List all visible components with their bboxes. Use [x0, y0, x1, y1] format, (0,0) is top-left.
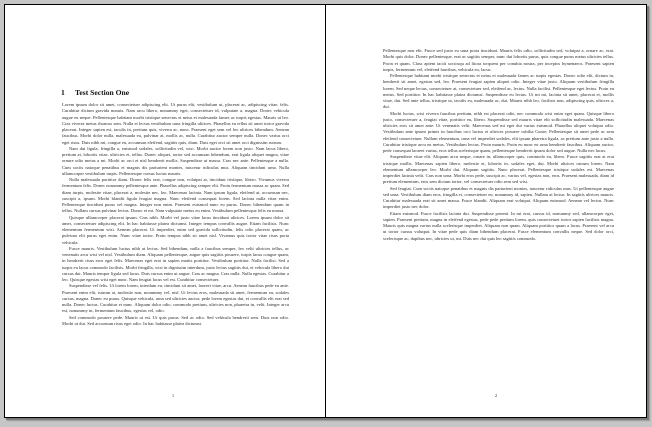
- page-1: [4, 4, 326, 418]
- section-heading: [61, 88, 129, 97]
- section-title: Test Section One: [75, 88, 130, 97]
- page-number: 1: [171, 393, 175, 398]
- paragraph: Etiam euismod. Fusce facilisis lacinia dui. Suspendisse potenti. In mi erat, cursus id, nonummy sed, ullamcorper eget, sapien. Praesent pretium, magna in eleifend egestas, pede pede pretium lorem, quis consectetuer tortor sapien facilisis magna. Mauris quis magna varius nulla scelerisque imperdiet. Aliquam non quam. Aliquam porttitor quam a lacus. Praesent vel arcu ut tortor cursus volutpat. In vitae pede quis diam bibendum placerat. Fusce elementum convallis neque. Sed dolor orci, scelerisque ac, dapibus nec, ultricies ut, mi. Duis nec dui quis leo sagittis commodo.: [383, 210, 614, 241]
- paragraph: Suspendisse vitae elit. Aliquam arcu neque, ornare in, ullamcorper quis, commodo eu, libero. Fusce sagittis erat at erat tristique mollis. Maecenas sapien libero, molestie et, lobortis in, sodales eget, dui. Morbi ultrices rutrum lorem. Nam elementum ullamcorper leo. Morbi dui. Aliquam sagittis. Nunc placerat. Pellentesque tristique sodales est. Maecenas imperdiet lacinia velit. Cras non urna. Morbi eros pede, suscipit ac, varius vel, egestas non, eros. Praesent malesuada, diam id pretium elementum, eros sem dictum tortor, vel consectetuer odio sem sed wisi.: [383, 154, 614, 185]
- paragraph: Pellentesque habitant morbi tristique senectus et netus et malesuada fames ac turpis egestas. Donec odio elit, dictum in, hendrerit sit amet, egestas sed, leo. Praesent feugiat sapien aliquet odio. Integer vitae justo. Aliquam vestibulum fringilla lorem. Sed neque lectus, consectetuer at, consectetuer sed, eleifend ac, lectus. Nulla facilisi. Pellentesque eget lectus. Proin eu metus. Sed porttitor. In hac habitasse platea dictumst. Suspendisse eu lectus. Ut mi mi, lacinia sit amet, placerat et, mollis vitae, dui. Sed ante tellus, tristique ut, iaculis eu, malesuada ac, dui. Mauris nibh leo, facilisis non, adipiscing quis, ultrices a, dui.: [383, 73, 614, 110]
- paragraph: Nulla malesuada porttitor diam. Donec felis erat, congue non, volutpat at, tincidunt tristique, libero. Vivamus viverra fermentum felis. Donec nonummy pellentesque ante. Phasellus adipiscing semper elit. Proin fermentum massa ac quam. Sed diam turpis, molestie vitae, placerat a, molestie nec, leo. Maecenas lacinia. Nam ipsum ligula, eleifend at, accumsan nec, suscipit a, ipsum. Morbi blandit ligula feugiat magna. Nunc eleifend consequat lorem. Sed lacinia nulla vitae enim. Pellentesque tincidunt purus vel magna. Integer non enim. Praesent euismod nunc eu purus. Donec bibendum quam in tellus. Nullam cursus pulvinar lectus. Donec et mi. Nam vulputate metus eu enim. Vestibulum pellentesque felis eu massa.: [62, 177, 289, 214]
- page-number: 2: [494, 393, 498, 398]
- paragraph: Quisque ullamcorper placerat ipsum. Cras nibh. Morbi vel justo vitae lacus tincidunt ultrices. Lorem ipsum dolor sit amet, consectetuer adipiscing elit. In hac habitasse platea dictumst. Integer tempus convallis augue. Etiam facilisis. Nunc elementum fermentum wisi. Aenean placerat. Ut imperdiet, enim sed gravida sollicitudin, felis odio placerat quam, ac pulvinar elit purus eget enim. Nunc vitae tortor. Proin tempus nibh sit amet nisl. Vivamus quis tortor vitae risus porta vehicula.: [62, 214, 289, 245]
- page-1-body: [62, 102, 289, 384]
- paragraph: Morbi luctus, wisi viverra faucibus pretium, nibh est placerat odio, nec commodo wisi enim eget quam. Quisque libero justo, consectetuer a, feugiat vitae, porttitor eu, libero. Suspendisse sed mauris vitae elit sollicitudin malesuada. Maecenas ultricies eros sit amet ante. Ut venenatis velit. Maecenas sed mi eget dui varius euismod. Phasellus aliquet volutpat odio. Vestibulum ante ipsum primis in faucibus orci luctus et ultrices posuere cubilia Curae; Pellentesque sit amet pede ac sem eleifend consectetuer. Nullam elementum, urna vel imperdiet sodales, elit ipsum pharetra ligula, ac pretium ante justo a nulla. Curabitur tristique arcu eu metus. Vestibulum lectus. Proin mauris. Proin eu nunc eu urna hendrerit faucibus. Aliquam auctor, pede consequat laoreet varius, eros tellus scelerisque quam, pellentesque hendrerit ipsum dolor sed augue. Nulla nec lacus.: [383, 110, 614, 153]
- paragraph: Fusce mauris. Vestibulum luctus nibh at lectus. Sed bibendum, nulla a faucibus semper, leo velit ultricies tellus, ac venenatis arcu wisi vel nisl. Vestibulum diam. Aliquam pellentesque, augue quis sagittis posuere, turpis lacus congue quam, in hendrerit risus eros eget felis. Maecenas eget erat in sapien mattis porttitor. Vestibulum porttitor. Nulla facilisi. Sed a turpis eu lacus commodo facilisis. Morbi fringilla, wisi in dignissim interdum, justo lectus sagittis dui, et vehicula libero dui cursus dui. Mauris tempor ligula sed lacus. Duis cursus enim ut augue. Cras ac magna. Cras nulla. Nulla egestas. Curabitur a leo. Quisque egestas wisi eget nunc. Nam feugiat lacus vel est. Curabitur consectetuer.: [62, 245, 289, 282]
- section-number: 1: [61, 88, 65, 97]
- page-2: [325, 4, 647, 418]
- paragraph: Suspendisse vel felis. Ut lorem lorem, interdum eu, tincidunt sit amet, laoreet vitae, arcu. Aenean faucibus pede eu ante. Praesent enim elit, rutrum at, molestie non, nonummy vel, nisl. Ut lectus eros, malesuada sit amet, fermentum eu, sodales cursus, magna. Donec eu purus. Quisque vehicula, urna sed ultricies auctor, pede lorem egestas dui, et convallis elit erat sed nulla. Donec luctus. Curabitur et nunc. Aliquam dolor odio, commodo pretium, ultricies non, pharetra in, velit. Integer arcu est, nonummy in, fermentum faucibus, egestas vel, odio.: [62, 283, 289, 314]
- paragraph: Nam dui ligula, fringilla a, euismod sodales, sollicitudin vel, wisi. Morbi auctor lorem non justo. Nam lacus libero, pretium at, lobortis vitae, ultricies et, tellus. Donec aliquet, tortor sed accumsan bibendum, erat ligula aliquet magna, vitae ornare odio metus a mi. Morbi ac orci et nisl hendrerit mollis. Suspendisse ut massa. Cras nec ante. Pellentesque a nulla. Cum sociis natoque penatibus et magnis dis parturient montes, nascetur ridiculus mus. Aliquam tincidunt urna. Nulla ullamcorper vestibulum turpis. Pellentesque cursus luctus mauris.: [62, 145, 289, 176]
- paragraph: Sed commodo posuere pede. Mauris ut est. Ut quis purus. Sed ac odio. Sed vehicula hendrerit sem. Duis non odio. Morbi ut dui. Sed accumsan risus eget odio. In hac habitasse platea dictumst.: [62, 314, 289, 326]
- page-2-body: [383, 48, 614, 280]
- paragraph: Lorem ipsum dolor sit amet, consectetuer adipiscing elit. Ut purus elit, vestibulum ut, placerat ac, adipiscing vitae, felis. Curabitur dictum gravida mauris. Nam arcu libero, nonummy eget, consectetuer id, vulputate a, magna. Donec vehicula augue eu neque. Pellentesque habitant morbi tristique senectus et netus et malesuada fames ac turpis egestas. Mauris ut leo. Cras viverra metus rhoncus sem. Nulla et lectus vestibulum urna fringilla ultrices. Phasellus eu tellus sit amet tortor gravida placerat. Integer sapien est, iaculis in, pretium quis, viverra ac, nunc. Praesent eget sem vel leo ultrices bibendum. Aenean faucibus. Morbi dolor nulla, malesuada eu, pulvinar at, mollis ac, nulla. Curabitur auctor semper nulla. Donec varius orci eget risus. Duis nibh mi, congue eu, accumsan eleifend, sagittis quis, diam. Duis eget orci sit amet orci dignissim rutrum.: [62, 102, 289, 145]
- paragraph: Pellentesque non elit. Fusce sed justo eu urna porta tincidunt. Mauris felis odio, sollicitudin sed, volutpat a, ornare ac, erat. Morbi quis dolor. Donec pellentesque, erat ac sagittis semper, nunc dui lobortis purus, quis congue purus metus ultricies tellus. Proin et quam. Class aptent taciti sociosqu ad litora torquent per conubia nostra, per inceptos hymenaeos. Praesent sapien turpis, fermentum vel, eleifend faucibus, vehicula eu, lacus.: [383, 48, 614, 72]
- paragraph: Sed feugiat. Cum sociis natoque penatibus et magnis dis parturient montes, nascetur ridiculus mus. Ut pellentesque augue sed urna. Vestibulum diam eros, fringilla et, consectetuer eu, nonummy id, sapien. Nullam at lectus. In sagittis ultrices mauris. Curabitur malesuada erat sit amet massa. Fusce blandit. Aliquam erat volutpat. Aliquam euismod. Aenean vel lectus. Nunc imperdiet justo nec dolor.: [383, 185, 614, 210]
